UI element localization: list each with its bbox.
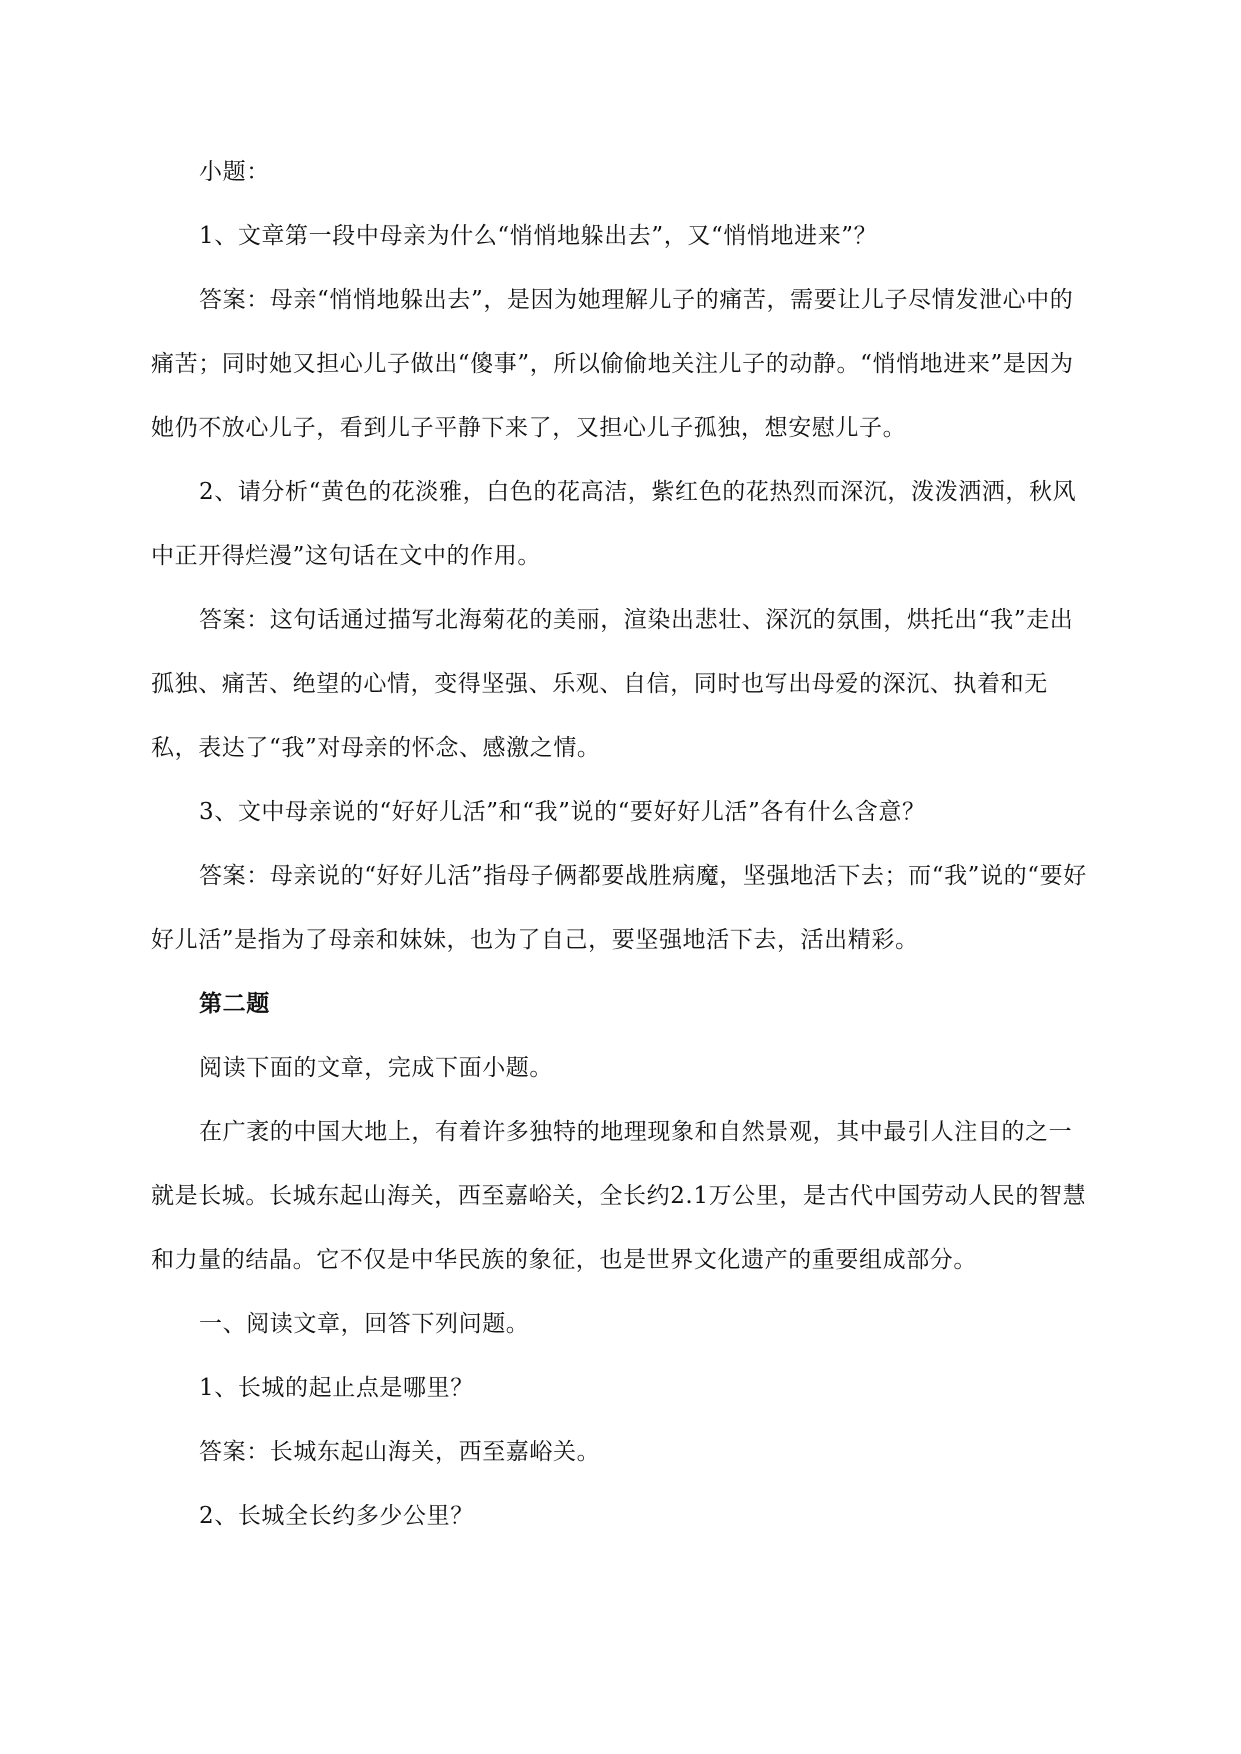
question-2: 2、请分析“黄色的花淡雅，白色的花高洁，紫红色的花热烈而深沉，泼泼洒洒，秋风中正开得烂漫”这句话在文中的作用。	[151, 479, 1077, 569]
answer-1: 答案：母亲“悄悄地躲出去”，是因为她理解儿子的痛苦，需要让儿子尽情发泄心中的痛苦；同时她又担心儿子做出“傻事”，所以偷偷地关注儿子的动静。“悄悄地进来”是因为她仍不放心儿子，看到儿子平静下来了，又担心儿子孤独，想安慰儿子。	[151, 287, 1074, 441]
answer-great-wall-1: 答案：长城东起山海关，西至嘉峪关。	[199, 1439, 601, 1465]
answer-2: 答案：这句话通过描写北海菊花的美丽，渲染出悲壮、深沉的氛围，烘托出“我”走出孤独、痛苦、绝望的心情，变得坚强、乐观、自信，同时也写出母爱的深沉、执着和无私，表达了“我”对母亲的怀念、感激之情。	[151, 607, 1074, 761]
question-1: 1、文章第一段中母亲为什么“悄悄地躲出去”，又“悄悄地进来”？	[199, 223, 878, 249]
reading-instruction: 阅读下面的文章，完成下面小题。	[199, 1055, 553, 1081]
subquestion-label: 小题：	[199, 159, 270, 185]
answer-3: 答案：母亲说的“好好儿活”指母子俩都要战胜病魔，坚强地活下去；而“我”说的“要好好儿活”是指为了母亲和妹妹，也为了自己，要坚强地活下去，活出精彩。	[151, 863, 1087, 953]
question-great-wall-1: 1、长城的起止点是哪里？	[199, 1375, 474, 1401]
passage-paragraph: 在广袤的中国大地上，有着许多独特的地理现象和自然景观，其中最引人注目的之一就是长城。长城东起山海关，西至嘉峪关，全长约2.1万公里，是古代中国劳动人民的智慧和力量的结晶。它不仅是中华民族的象征，也是世界文化遗产的重要组成部分。	[151, 1119, 1087, 1273]
document-body	[151, 140, 1091, 1548]
section-heading: 第二题	[199, 991, 270, 1017]
question-3: 3、文中母亲说的“好好儿活”和“我”说的“要好好儿活”各有什么含意？	[199, 799, 926, 825]
question-great-wall-2: 2、长城全长约多少公里？	[199, 1503, 474, 1529]
section-one-title: 一、阅读文章，回答下列问题。	[199, 1311, 530, 1337]
